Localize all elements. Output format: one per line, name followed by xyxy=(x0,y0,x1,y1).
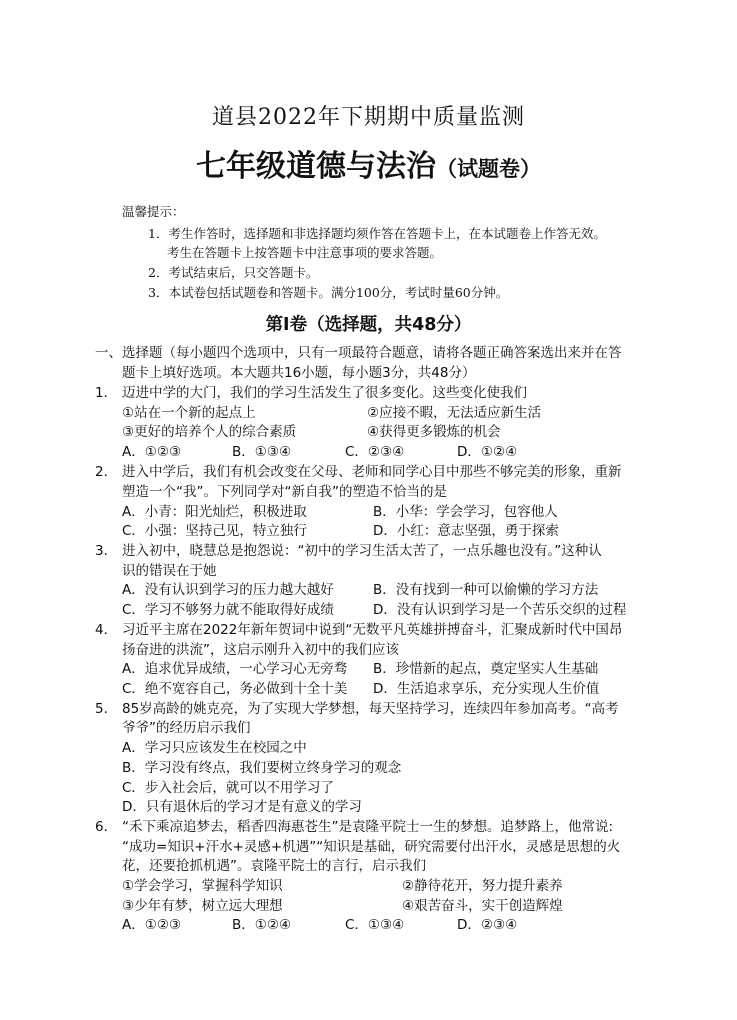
statement: ④获得更多锻炼的机会 xyxy=(367,424,501,440)
option: A．没有认识到学习的压力越大越好 xyxy=(122,582,334,598)
option: B．①②④ xyxy=(232,917,292,933)
option: C．①③④ xyxy=(345,917,405,933)
option: B．没有找到一种可以偷懒的学习方法 xyxy=(373,582,599,598)
notice-item: 考生在答题卡上按答题卡中注意事项的要求答题。 xyxy=(167,245,443,260)
option: C．步入社会后，就可以不用学习了 xyxy=(122,780,334,796)
notice-item: 3．本试卷包括试题卷和答题卡。满分100分，考试时量60分钟。 xyxy=(148,285,509,300)
option: B．学习没有终点，我们要树立终身学习的观念 xyxy=(122,760,402,776)
option: B．珍惜新的起点，奠定坚实人生基础 xyxy=(373,661,599,677)
option: A．①②③ xyxy=(122,444,182,460)
option: C．小强：坚持己见，特立独行 xyxy=(122,523,307,539)
statement: ④艰苦奋斗，实干创造辉煌 xyxy=(402,898,563,914)
option: C．学习不够努力就不能取得好成绩 xyxy=(122,602,334,618)
section-title: 第Ⅰ卷（选择题，共48分） xyxy=(265,315,472,335)
statement: ②静待花开，努力提升素养 xyxy=(402,878,563,894)
question-number: 2． xyxy=(95,464,118,480)
option: A．①②③ xyxy=(122,917,182,933)
option: D．②③④ xyxy=(457,917,518,933)
question-stem: 塑造一个“我”。下列同学对“新自我”的塑造不恰当的是 xyxy=(122,484,447,500)
statement: ①学会学习，掌握科学知识 xyxy=(122,878,283,894)
subject-title: 七年级道德与法治 xyxy=(196,149,436,184)
question-stem: “禾下乘凉追梦去，稻香四海惠苍生”是袁隆平院士一生的梦想。追梦路上，他常说: xyxy=(122,819,614,835)
question-stem: 扬奋进的洪流”，这启示刚升入初中的我们应该 xyxy=(122,642,399,658)
section-intro: 题卡上填好选项。本大题共16小题，每小题3分，共48分） xyxy=(122,365,476,381)
notice-heading: 温馨提示： xyxy=(122,204,185,219)
statement: ②应接不暇，无法适应新生活 xyxy=(367,405,542,421)
question-number: 5． xyxy=(95,701,118,717)
option: D．生活追求享乐，充分实现人生价值 xyxy=(373,681,600,697)
question-stem: 进入初中，晓慧总是抱怨说：“初中的学习生活太苦了，一点乐趣也没有。”这种认 xyxy=(122,543,602,559)
question-stem: 识的错误在于她 xyxy=(122,563,217,579)
exam-title-line1: 道县2022年下期期中质量监测 xyxy=(212,105,525,130)
option: A．学习只应该发生在校园之中 xyxy=(122,740,307,756)
question-number: 1． xyxy=(95,385,118,401)
option: B．小华：学会学习，包容他人 xyxy=(373,504,558,520)
statement: ③更好的培养个人的综合素质 xyxy=(122,424,297,440)
question-stem: 进入中学后，我们有机会改变在父母、老师和同学心目中那些不够完美的形象，重新 xyxy=(122,464,622,480)
question-stem: “成功=知识+汗水+灵感+机遇”“知识是基础，研究需要付出汗水，灵感是思想的火 xyxy=(122,839,621,855)
question-stem: 花，还要抢抓机遇”。袁隆平院士的言行，启示我们 xyxy=(122,858,426,874)
notice-item: 2．考试结束后，只交答题卡。 xyxy=(148,265,319,280)
statement: ③少年有梦，树立远大理想 xyxy=(122,898,283,914)
question-stem: 迈进中学的大门，我们的学习生活发生了很多变化。这些变化使我们 xyxy=(122,385,527,401)
section-intro: 一、选择题（每小题四个选项中，只有一项最符合题意，请将各题正确答案选出来并在答 xyxy=(95,345,622,361)
exam-title-line2 xyxy=(0,141,737,185)
statement: ①站在一个新的起点上 xyxy=(122,405,256,421)
option: D．小红：意志坚强，勇于探索 xyxy=(373,523,559,539)
option: A．追求优异成绩，一心学习心无旁骛 xyxy=(122,661,348,677)
question-stem: 85岁高龄的姚克亮，为了实现大学梦想，每天坚持学习，连续四年参加高考。“高考 xyxy=(122,701,619,717)
option: C．②③④ xyxy=(345,444,405,460)
notice-item: 1．考生作答时，选择题和非选择题均须作答在答题卡上，在本试题卷上作答无效。 xyxy=(148,226,606,241)
question-number: 3． xyxy=(95,543,118,559)
option: B．①③④ xyxy=(232,444,292,460)
option: D．没有认识到学习是一个苦乐交织的过程 xyxy=(373,602,627,618)
option: A．小青：阳光灿烂，积极进取 xyxy=(122,504,307,520)
paper-type: （试题卷） xyxy=(436,157,541,181)
question-number: 6． xyxy=(95,819,118,835)
option: D．只有退休后的学习才是有意义的学习 xyxy=(122,799,362,815)
question-stem: 爷爷”的经历启示我们 xyxy=(122,720,251,736)
question-number: 4． xyxy=(95,622,118,638)
question-stem: 习近平主席在2022年新年贺词中说到“无数平凡英雄拼搏奋斗，汇聚成新时代中国昂 xyxy=(122,622,623,638)
option: D．①②④ xyxy=(457,444,518,460)
option: C．绝不宽容自己，务必做到十全十美 xyxy=(122,681,348,697)
